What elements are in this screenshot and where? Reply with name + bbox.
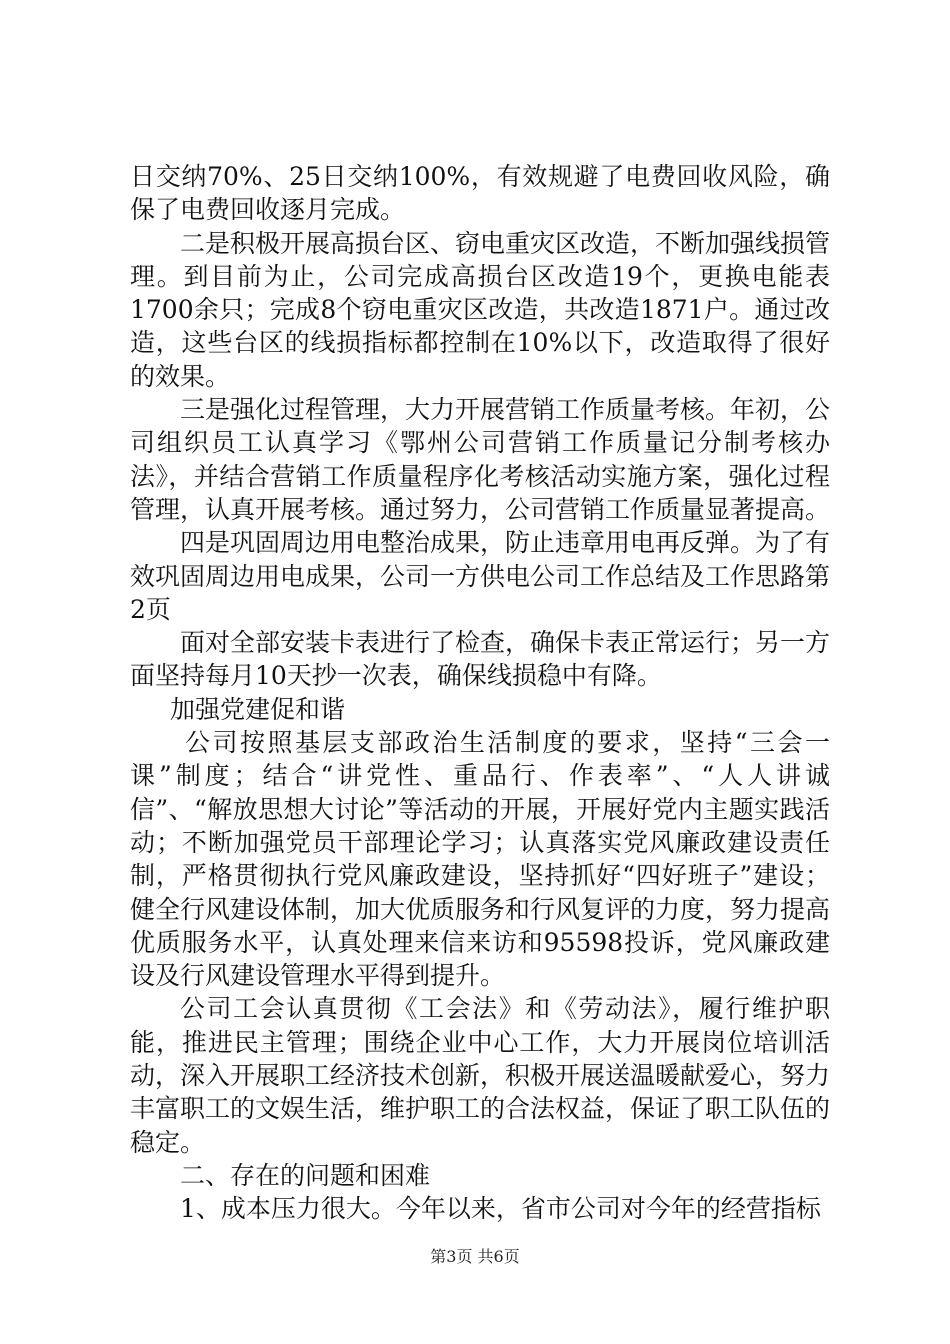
- paragraph-meter-inspection: 面对全部安装卡表进行了检查，确保卡表正常运行；另一方面坚持每月10天抄一次表，确保线损稳中有降。: [130, 628, 831, 691]
- paragraph-cost-pressure: 1、成本压力很大。今年以来，省市公司对今年的经营指标: [180, 1194, 821, 1224]
- paragraph-electricity-payment: 日交纳70%、25日交纳100%，有效规避了电费回收风险，确保了电费回收逐月完成。: [130, 162, 830, 225]
- paragraph-line-loss: 二是积极开展高损台区、窃电重灾区改造，不断加强线损管理。到目前为止，公司完成高损台区改造19个，更换电能表1700余只；完成8个窃电重灾区改造，共改造1871户。通过改造，这些台区的线损指标都控制在10%以下，改造取得了很好的效果。: [130, 228, 831, 391]
- paragraph-process-management: 三是强化过程管理，大力开展营销工作质量考核。年初，公司组织员工认真学习《鄂州公司营销工作质量记分制考核办法》，并结合营销工作质量程序化考核活动实施方案，强化过程管理，认真开展考核。通过努力，公司营销工作质量显著提高。: [130, 395, 831, 524]
- paragraph-party-building: 公司按照基层支部政治生活制度的要求，坚持“三会一课”制度；结合“讲党性、重品行、作表率”、“人人讲诚信”、“解放思想大讨论”等活动的开展，开展好党内主题实践活动；不断加强党员干部理论学习；认真落实党风廉政建设责任制，严格贯彻执行党风廉政建设，坚持抓好“四好班子”建设；健全行风建设体制，加大优质服务和行风复评的力度，努力提高优质服务水平，认真处理来信来访和95598投诉，党风廉政建设及行风建设管理水平得到提升。: [130, 728, 831, 991]
- section-heading-party-building: 加强党建促和谐: [170, 694, 346, 724]
- page-number-footer: 第3页 共6页: [430, 1247, 520, 1266]
- section-heading-problems: 二、存在的问题和困难: [180, 1160, 431, 1190]
- paragraph-trade-union: 公司工会认真贯彻《工会法》和《劳动法》，履行维护职能，推进民主管理；围绕企业中心工作，大力开展岗位培训活动，深入开展职工经济技术创新，积极开展送温暖献爱心，努力丰富职工的文娱生活，维护职工的合法权益，保证了职工队伍的稳定。: [130, 994, 831, 1157]
- document-body: [130, 160, 830, 1226]
- paragraph-consolidation: 四是巩固周边用电整治成果，防止违章用电再反弹。为了有效巩固周边用电成果，公司一方供电公司工作总结及工作思路第2页: [130, 528, 831, 624]
